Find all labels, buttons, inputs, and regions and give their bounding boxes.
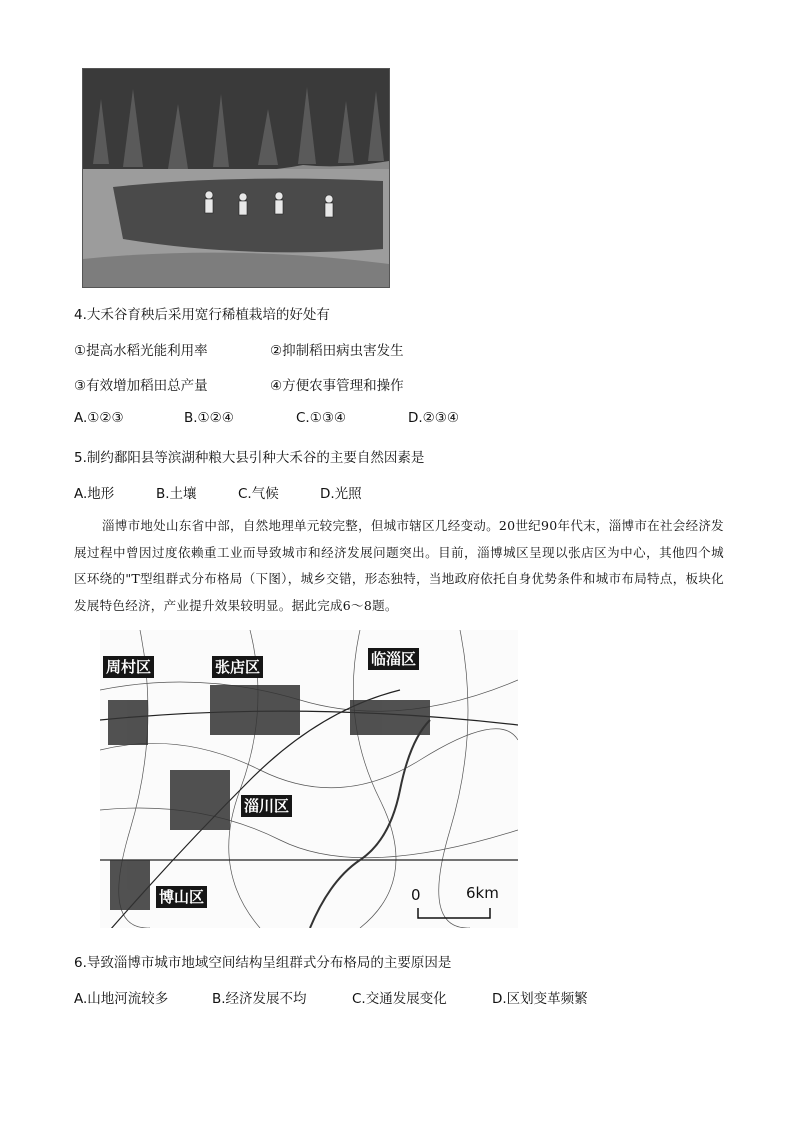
- q5-stem: 5.制约鄱阳县等滨湖种粮大县引种大禾谷的主要自然因素是: [74, 450, 425, 466]
- q5-choices: [74, 482, 362, 502]
- scale-length: 6km: [466, 884, 499, 902]
- q4-item-3: ③有效增加稻田总产量: [74, 378, 208, 394]
- district-zhangdian: 张店区: [212, 656, 263, 678]
- q4-choice-c[interactable]: C.①③④: [296, 410, 347, 426]
- q5-choice-b[interactable]: B.土壤: [156, 486, 197, 502]
- q6-choice-c[interactable]: C.交通发展变化: [352, 991, 447, 1007]
- q6-choice-a[interactable]: A.山地河流较多: [74, 991, 169, 1007]
- district-boshan: 博山区: [156, 886, 207, 908]
- district-zhoucun: 周村区: [103, 656, 154, 678]
- q5-choice-a[interactable]: A.地形: [74, 486, 115, 502]
- q5-choice-c[interactable]: C.气候: [238, 486, 279, 502]
- q5-choice-d[interactable]: D.光照: [320, 486, 362, 502]
- scale-zero: 0: [411, 886, 421, 904]
- rice-field-photo: [82, 68, 390, 288]
- q4-choices: [74, 410, 459, 426]
- q4-item-2: ②抑制稻田病虫害发生: [270, 343, 404, 359]
- q4-items-row2: [74, 374, 404, 394]
- q4-choice-d[interactable]: D.②③④: [408, 410, 459, 426]
- q6-choice-d[interactable]: D.区划变革频繁: [492, 991, 588, 1007]
- q6-stem: 6.导致淄博市城市地域空间结构呈组群式分布格局的主要原因是: [74, 955, 452, 971]
- passage-text: 淄博市地处山东省中部，自然地理单元较完整，但城市辖区几经变动。20世纪90年代末，淄博市在社会经济发展过程中曾因过度依赖重工业而导致城市和经济发展问题突出。目前，淄博城区呈现以张店区为中心，其他四个城区环绕的"T型组群式分布格局（下图），城乡交错，形态独特，当地政府依托自身优势条件和城市布局特点，板块化发展特色经济，产业提升效果较明显。据此完成6～8题。: [74, 518, 724, 613]
- district-linzi: 临淄区: [368, 648, 419, 670]
- q4-items-row1: [74, 339, 404, 359]
- zibo-map: [100, 630, 518, 928]
- district-zichuan: 淄川区: [241, 795, 292, 817]
- photo-illustration: [83, 69, 389, 287]
- q4-choice-a[interactable]: A.①②③: [74, 410, 124, 426]
- map-illustration: [100, 630, 518, 928]
- q6-choices: [74, 987, 588, 1007]
- q4-stem: 4.大禾谷育秧后采用宽行稀植栽培的好处有: [74, 307, 330, 323]
- q4-item-4: ④方便农事管理和操作: [270, 378, 404, 394]
- q6-choice-b[interactable]: B.经济发展不均: [212, 991, 307, 1007]
- q4-choice-b[interactable]: B.①②④: [184, 410, 234, 426]
- q4-item-1: ①提高水稻光能利用率: [74, 343, 208, 359]
